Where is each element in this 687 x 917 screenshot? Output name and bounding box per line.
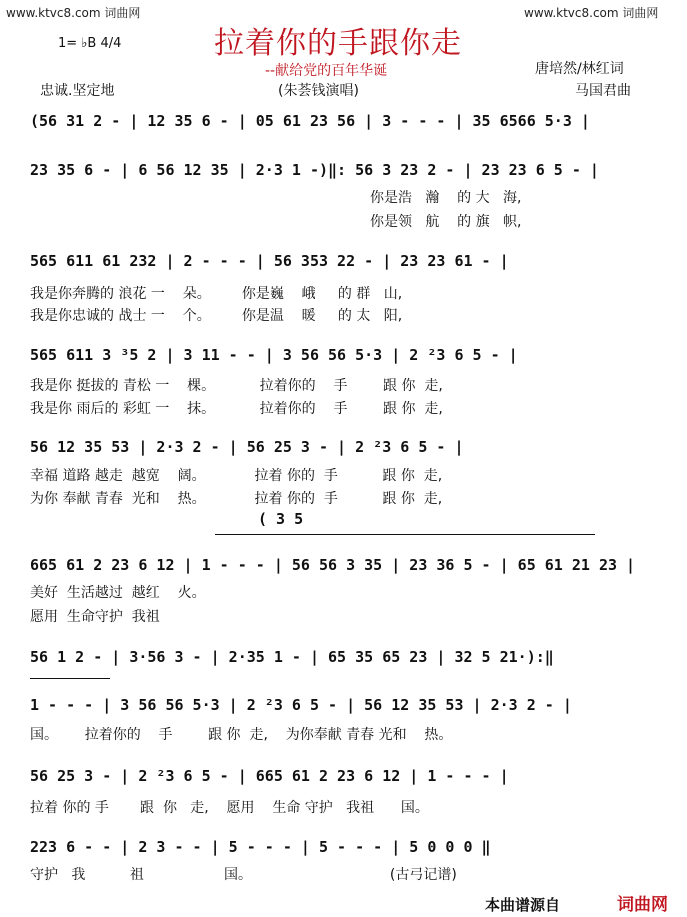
singer: (朱荟钱演唱) xyxy=(278,83,359,99)
volta-marker: ( 3 5 xyxy=(258,510,304,528)
lyric-row-8: 国。 拉着你的 手 跟 你 走, 为你奉献 青春 光和 热。 xyxy=(30,727,453,743)
lyric-row-3-verse-2: 我是你忠诚的 战士 一 个。 你是温 暖 的 太 阳, xyxy=(30,308,403,324)
lyricist: 唐培然/林红词 xyxy=(535,61,624,77)
score-row-1: (56 31 2 - | 12 35 6 - | 05 61 23 56 | 3 - - - | 35 6566 5·3 | xyxy=(30,112,590,130)
score-row-4: 565 611 3 ³5 2 | 3 11 - - | 3 56 56 5·3 | 2 ²3 6 5 - | xyxy=(30,346,518,364)
volta-bracket-line xyxy=(215,534,595,535)
lyric-row-6-verse-1: 美好 生活越过 越红 火。 xyxy=(30,585,206,601)
key-signature: 1= ♭B 4/4 xyxy=(58,36,122,51)
score-row-9: 56 25 3 - | 2 ²3 6 5 - | 665 61 2 23 6 12 | 1 - - - | xyxy=(30,767,509,785)
tempo-style: 忠诚.坚定地 xyxy=(40,83,115,99)
song-subtitle: --献给党的百年华诞 xyxy=(265,63,388,79)
score-row-2: 23 35 6 - | 6 56 12 35 | 2·3 1 -)‖: 56 3 23 2 - | 23 23 6 5 - | xyxy=(30,161,599,179)
lyric-row-6-verse-2: 愿用 生命守护 我祖 xyxy=(30,609,160,625)
lyric-row-10: 守护 我 祖 国。 (古弓记谱) xyxy=(30,867,457,883)
lyric-row-4-verse-1: 我是你 挺拔的 青松 一 棵。 拉着你的 手 跟 你 走, xyxy=(30,378,443,394)
lyric-row-9: 拉着 你的 手 跟 你 走, 愿用 生命 守护 我祖 国。 xyxy=(30,800,429,816)
source-note: 本曲谱源自 xyxy=(485,896,561,914)
score-row-10: 223 6 - - | 2 3 - - | 5 - - - | 5 - - - | 5 0 0 0 ‖ xyxy=(30,838,491,856)
lyric-row-4-verse-2: 我是你 雨后的 彩虹 一 抹。 拉着你的 手 跟 你 走, xyxy=(30,401,443,417)
song-title: 拉着你的手跟你走 xyxy=(214,26,462,61)
lyric-row-2-verse-2: 你是领 航 的 旗 帜, xyxy=(370,214,522,230)
score-row-7: 56 1 2 - | 3·56 3 - | 2·35 1 - | 65 35 65 23 | 32 5 21·):‖ xyxy=(30,648,554,666)
score-row-5: 56 12 35 53 | 2·3 2 - | 56 25 3 - | 2 ²3 6 5 - | xyxy=(30,438,464,456)
score-row-8: 1 - - - | 3 56 56 5·3 | 2 ²3 6 5 - | 56 12 35 53 | 2·3 2 - | xyxy=(30,696,572,714)
watermark-right: www.ktvc8.com 词曲网 xyxy=(524,6,659,20)
lyric-row-2-verse-1: 你是浩 瀚 的 大 海, xyxy=(370,190,522,206)
score-row-3: 565 611 61 232 | 2 - - - | 56 353 22 - | 23 23 61 - | xyxy=(30,252,509,270)
lyric-row-5-verse-1: 幸福 道路 越走 越宽 阔。 拉着 你的 手 跟 你 走, xyxy=(30,468,443,484)
composer: 马国君曲 xyxy=(575,83,631,99)
ending-bracket-line xyxy=(30,678,110,679)
score-row-6: 665 61 2 23 6 12 | 1 - - - | 56 56 3 35 | 23 36 5 - | 65 61 21 23 | xyxy=(30,556,636,574)
watermark-left: www.ktvc8.com 词曲网 xyxy=(6,6,141,20)
site-logo: 词曲网 xyxy=(617,890,668,915)
lyric-row-5-verse-2: 为你 奉献 青春 光和 热。 拉着 你的 手 跟 你 走, xyxy=(30,491,443,507)
lyric-row-3-verse-1: 我是你奔腾的 浪花 一 朵。 你是巍 峨 的 群 山, xyxy=(30,286,403,302)
